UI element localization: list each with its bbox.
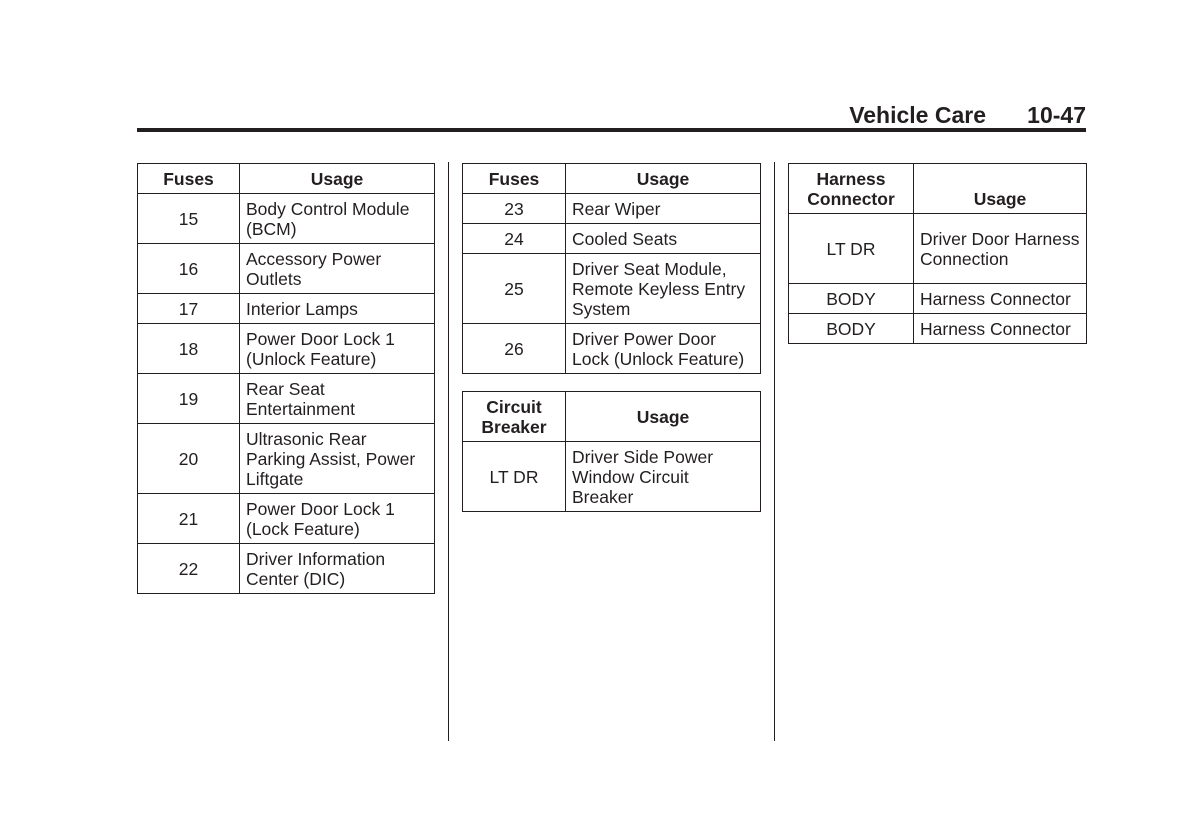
breaker-id: LT DR bbox=[463, 442, 566, 512]
table-row bbox=[138, 294, 435, 324]
fuse-number: 20 bbox=[138, 424, 240, 494]
column-header-fuses: Fuses bbox=[138, 164, 240, 194]
fuse-usage: Rear Seat Entertainment bbox=[240, 374, 435, 424]
fuse-usage: Driver Seat Module, Remote Keyless Entry System bbox=[566, 254, 761, 324]
table-row bbox=[789, 214, 1087, 284]
fuse-usage: Rear Wiper bbox=[566, 194, 761, 224]
breaker-usage: Driver Side Power Window Circuit Breaker bbox=[566, 442, 761, 512]
fuse-usage: Interior Lamps bbox=[240, 294, 435, 324]
page-number: 10-47 bbox=[1027, 102, 1086, 128]
fuse-usage: Driver Power Door Lock (Unlock Feature) bbox=[566, 324, 761, 374]
column-header-fuses: Fuses bbox=[463, 164, 566, 194]
column-header-usage: Usage bbox=[566, 164, 761, 194]
column-header-usage: Usage bbox=[914, 164, 1087, 214]
page-header bbox=[137, 98, 1086, 132]
fuse-usage: Body Control Module (BCM) bbox=[240, 194, 435, 244]
fuse-number: 15 bbox=[138, 194, 240, 244]
fuse-usage: Ultrasonic Rear Parking Assist, Power Liftgate bbox=[240, 424, 435, 494]
fuse-usage: Cooled Seats bbox=[566, 224, 761, 254]
column-header-usage: Usage bbox=[566, 392, 761, 442]
column-divider-left bbox=[448, 162, 449, 741]
table-row bbox=[463, 194, 761, 224]
table-row bbox=[463, 224, 761, 254]
table-row bbox=[138, 494, 435, 544]
column-header-circuit-breaker: Circuit Breaker bbox=[463, 392, 566, 442]
fuses-table-2 bbox=[462, 163, 761, 374]
connector-id: BODY bbox=[789, 314, 914, 344]
table-row bbox=[138, 424, 435, 494]
fuse-usage: Power Door Lock 1 (Lock Feature) bbox=[240, 494, 435, 544]
table-row bbox=[789, 284, 1087, 314]
fuse-number: 25 bbox=[463, 254, 566, 324]
connector-usage: Harness Connector bbox=[914, 314, 1087, 344]
table-row bbox=[463, 324, 761, 374]
fuse-number: 22 bbox=[138, 544, 240, 594]
fuse-number: 26 bbox=[463, 324, 566, 374]
fuse-number: 18 bbox=[138, 324, 240, 374]
fuse-number: 19 bbox=[138, 374, 240, 424]
fuse-number: 24 bbox=[463, 224, 566, 254]
table-row bbox=[463, 254, 761, 324]
fuses-table-1 bbox=[137, 163, 435, 594]
table-row bbox=[138, 374, 435, 424]
column-header-usage: Usage bbox=[240, 164, 435, 194]
fuse-number: 17 bbox=[138, 294, 240, 324]
table-row bbox=[463, 442, 761, 512]
harness-connector-table bbox=[788, 163, 1087, 344]
fuse-usage: Driver Information Center (DIC) bbox=[240, 544, 435, 594]
table-row bbox=[138, 324, 435, 374]
section-title: Vehicle Care bbox=[849, 102, 986, 128]
column-divider-right bbox=[774, 162, 775, 741]
fuse-usage: Accessory Power Outlets bbox=[240, 244, 435, 294]
fuse-number: 21 bbox=[138, 494, 240, 544]
fuse-number: 23 bbox=[463, 194, 566, 224]
connector-usage: Driver Door Harness Connection bbox=[914, 214, 1087, 284]
column-header-harness-connector: Harness Connector bbox=[789, 164, 914, 214]
connector-usage: Harness Connector bbox=[914, 284, 1087, 314]
table-row bbox=[138, 544, 435, 594]
fuse-usage: Power Door Lock 1 (Unlock Feature) bbox=[240, 324, 435, 374]
connector-id: LT DR bbox=[789, 214, 914, 284]
fuse-number: 16 bbox=[138, 244, 240, 294]
table-row bbox=[789, 314, 1087, 344]
table-row bbox=[138, 244, 435, 294]
connector-id: BODY bbox=[789, 284, 914, 314]
table-row bbox=[138, 194, 435, 244]
circuit-breaker-table bbox=[462, 391, 761, 512]
